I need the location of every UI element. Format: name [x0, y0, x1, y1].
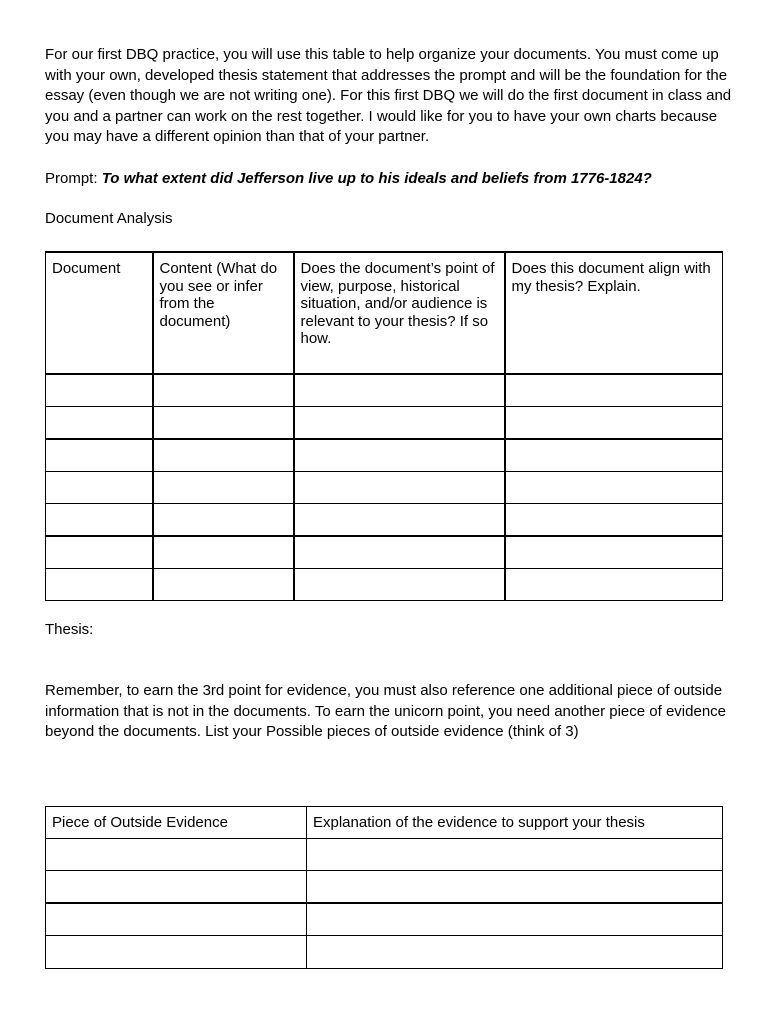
table-row [46, 406, 723, 438]
table-cell[interactable] [153, 536, 294, 568]
table-cell[interactable] [46, 439, 153, 471]
table-row [46, 471, 723, 503]
prompt-question: To what extent did Jefferson live up to his ideals and beliefs from 1776-1824? [101, 170, 652, 187]
table-cell[interactable] [294, 568, 505, 600]
table-row [46, 536, 723, 568]
header-document: Document [46, 252, 153, 374]
table-cell[interactable] [46, 536, 153, 568]
table-cell[interactable] [505, 536, 723, 568]
table-cell[interactable] [294, 406, 505, 438]
table-cell[interactable] [294, 536, 505, 568]
header-content: Content (What do you see or infer from the document) [153, 252, 294, 374]
table-cell[interactable] [505, 504, 723, 536]
table-cell[interactable] [294, 374, 505, 406]
table-cell[interactable] [46, 374, 153, 406]
table-row [46, 568, 723, 600]
table-cell[interactable] [307, 839, 723, 871]
prompt-label: Prompt: [45, 170, 102, 187]
table-cell[interactable] [153, 568, 294, 600]
table-row [46, 871, 723, 903]
table-cell[interactable] [46, 406, 153, 438]
table-cell[interactable] [46, 871, 307, 903]
table-row [46, 936, 723, 968]
table-cell[interactable] [153, 439, 294, 471]
table-row [46, 903, 723, 935]
table-cell[interactable] [294, 471, 505, 503]
document-analysis-heading: Document Analysis [45, 210, 173, 227]
table-cell[interactable] [505, 568, 723, 600]
table-cell[interactable] [46, 903, 307, 935]
thesis-label: Thesis: [45, 621, 94, 638]
table-cell[interactable] [294, 504, 505, 536]
table-cell[interactable] [294, 439, 505, 471]
table-cell[interactable] [307, 936, 723, 968]
table-cell[interactable] [505, 439, 723, 471]
outside-evidence-instructions: Remember, to earn the 3rd point for evidence, you must also reference one additional piece of outside information that is not in the documents. To earn the unicorn point, you need another piece of evidence beyond the documents. List your Possible pieces of outside evidence (think of 3) [45, 682, 726, 741]
outside-evidence-table [45, 806, 723, 969]
table-cell[interactable] [505, 406, 723, 438]
table-cell[interactable] [505, 471, 723, 503]
table-row [46, 839, 723, 871]
table-cell[interactable] [46, 839, 307, 871]
table-cell[interactable] [46, 936, 307, 968]
table-cell[interactable] [307, 871, 723, 903]
header-piece-of-evidence: Piece of Outside Evidence [46, 807, 307, 839]
table-row [46, 439, 723, 471]
prompt-line [45, 169, 735, 190]
header-point-of-view: Does the document’s point of view, purpose, historical situation, and/or audience is relevant to your thesis? If so how. [294, 252, 505, 374]
table-cell[interactable] [153, 471, 294, 503]
table-cell[interactable] [153, 504, 294, 536]
table-cell[interactable] [505, 374, 723, 406]
table-row [46, 374, 723, 406]
header-explanation: Explanation of the evidence to support your thesis [307, 807, 723, 839]
table-cell[interactable] [153, 406, 294, 438]
header-align-thesis: Does this document align with my thesis? Explain. [505, 252, 723, 374]
instructions-paragraph: For our first DBQ practice, you will use this table to help organize your documents. You must come up with your own, developed thesis statement that addresses the prompt and will be the foundation for the essay (even though we are not writing one). For this first DBQ we will do the first document in class and you and a partner can work on the rest together. I would like for you to have your own charts because you may have a different opinion than that of your partner. [45, 46, 732, 146]
table-header-row [46, 807, 723, 839]
table-cell[interactable] [46, 504, 153, 536]
document-analysis-table [45, 251, 723, 601]
table-row [46, 504, 723, 536]
table-cell[interactable] [46, 568, 153, 600]
table-cell[interactable] [153, 374, 294, 406]
table-cell[interactable] [307, 903, 723, 935]
table-cell[interactable] [46, 471, 153, 503]
table-header-row [46, 252, 723, 374]
